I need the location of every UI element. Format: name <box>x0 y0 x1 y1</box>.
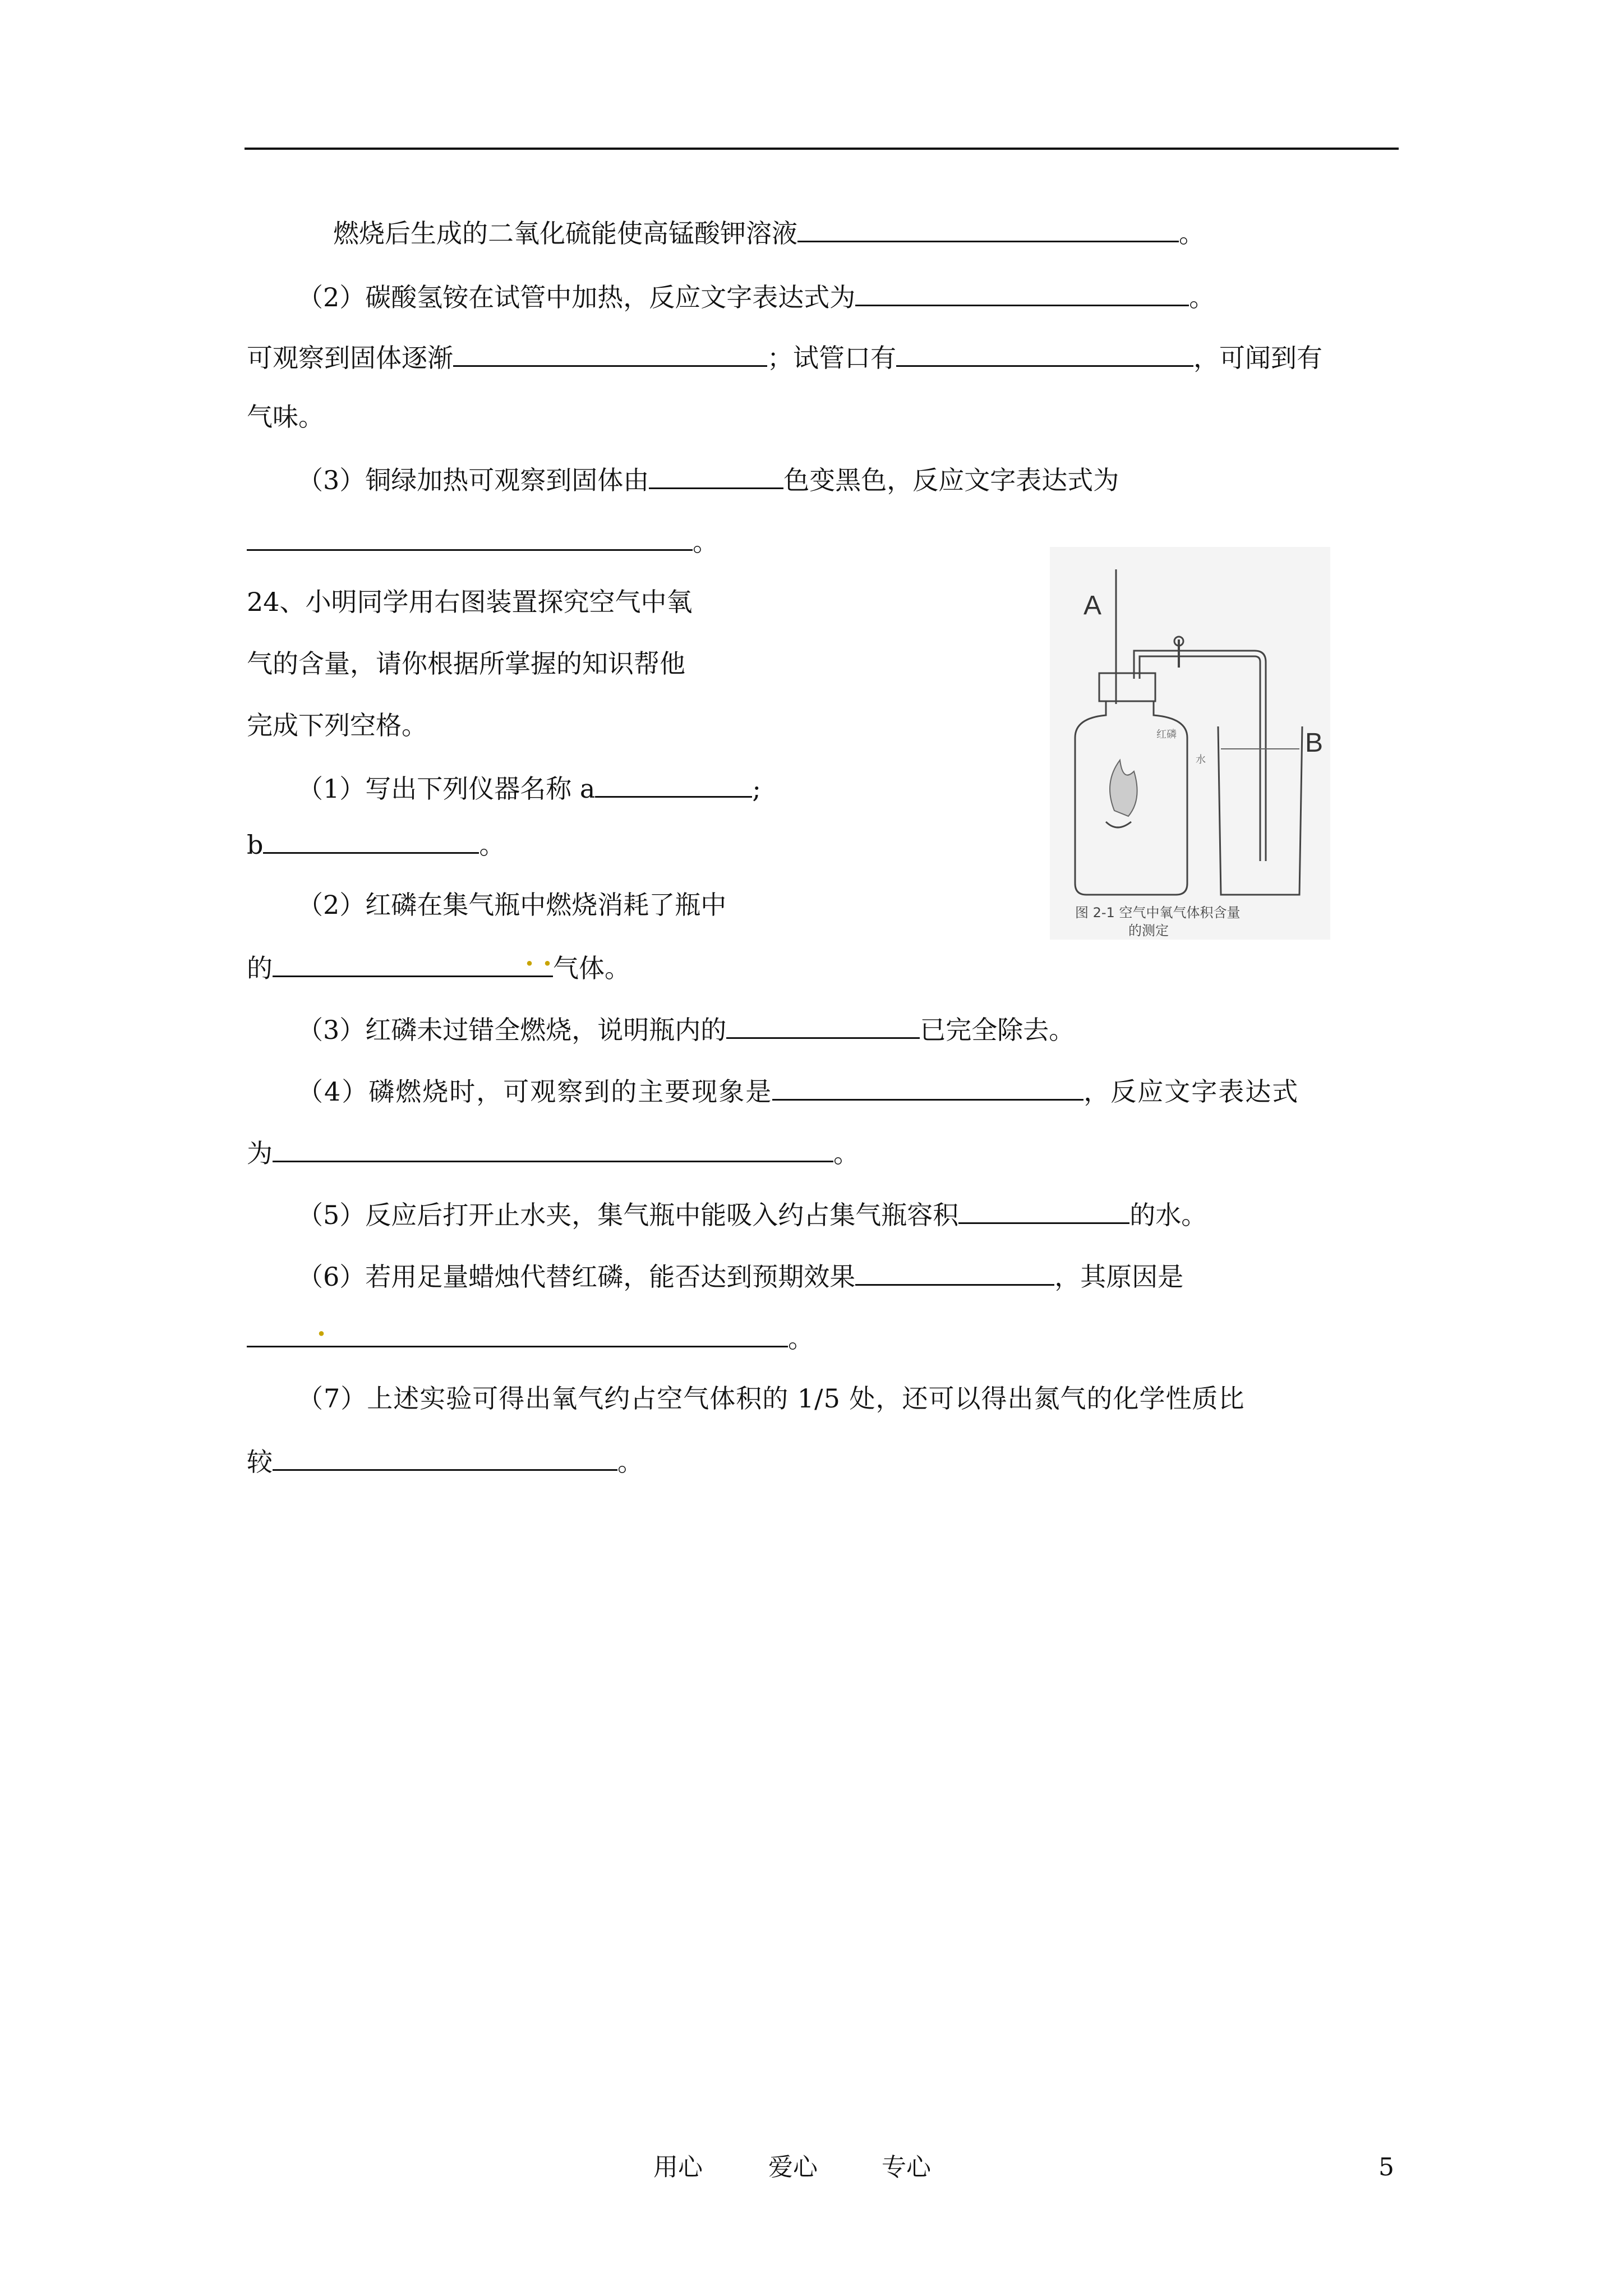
text-line: 较 。 <box>247 1443 643 1477</box>
answer-blank[interactable] <box>273 1443 617 1471</box>
text-line: （3）铜绿加热可观察到固体由 色变黑色，反应文字表达式为 <box>297 462 1119 495</box>
text-line: 可观察到固体逐渐 ；试管口有 ，可闻到有 <box>247 339 1322 373</box>
label-red-phosphorus: 红磷 <box>1156 729 1177 740</box>
answer-blank[interactable] <box>896 339 1193 367</box>
text-line: （7）上述实验可得出氧气约占空气体积的 1/5 处，还可以得出氮气的化学性质比 <box>297 1383 1245 1414</box>
answer-blank[interactable] <box>595 770 752 798</box>
answer-blank[interactable] <box>797 215 1179 242</box>
text-line: （3）红磷未过错全燃烧，说明瓶内的 已完全除去。 <box>297 1011 1075 1045</box>
footer-motto-3: 专心 <box>882 2153 931 2182</box>
combustion-spoon <box>1106 822 1131 827</box>
answer-blank[interactable] <box>958 1197 1129 1224</box>
answer-blank[interactable] <box>855 279 1189 306</box>
text-line: （5）反应后打开止水夹，集气瓶中能吸入约占集气瓶容积 的水。 <box>297 1197 1207 1230</box>
text-line: . 。 <box>247 1320 814 1354</box>
page-number: 5 <box>1378 2153 1394 2182</box>
text-line: 气味。 <box>247 402 324 432</box>
flame-sketch <box>1110 760 1137 816</box>
footer-motto-1: 用心 <box>653 2153 703 2182</box>
answer-blank[interactable]: . . <box>273 950 553 977</box>
figure-caption-1: 图 2-1 空气中氧气体积含量 <box>1075 905 1241 921</box>
answer-blank[interactable] <box>273 1135 833 1162</box>
text-line: （2）碳酸氢铵在试管中加热，反应文字表达式为 。 <box>297 279 1215 312</box>
answer-blank[interactable] <box>855 1258 1054 1286</box>
label-b: B <box>1305 728 1324 758</box>
answer-blank[interactable]: . <box>247 1320 788 1347</box>
answer-blank[interactable] <box>726 1011 920 1039</box>
stopper <box>1099 673 1155 701</box>
answer-blank[interactable] <box>263 826 479 854</box>
text-line: （2）红磷在集气瓶中燃烧消耗了瓶中 <box>297 890 727 920</box>
apparatus-diagram <box>1050 547 1330 940</box>
question-text: 燃烧后生成的二氧化硫能使高锰酸钾溶液 <box>333 218 797 249</box>
text-line: 燃烧后生成的二氧化硫能使高锰酸钾溶液 。 <box>333 215 1205 249</box>
question-24-line: 完成下列空格。 <box>247 710 427 740</box>
footer-motto-2: 爱心 <box>768 2153 818 2182</box>
answer-blank[interactable] <box>453 339 767 367</box>
answer-blank[interactable] <box>247 523 693 551</box>
figure-caption-2: 的测定 <box>1128 923 1169 938</box>
text-line: b 。 <box>247 826 505 860</box>
answer-blank[interactable] <box>772 1073 1083 1101</box>
answer-blank[interactable] <box>649 462 783 489</box>
text-line: （6）若用足量蜡烛代替红磷，能否达到预期效果 ，其原因是 <box>297 1258 1183 1292</box>
label-water: 水 <box>1196 754 1206 766</box>
question-text: （2）碳酸氢铵在试管中加热，反应文字表达式为 <box>297 282 856 312</box>
text-line: 。 <box>247 523 718 557</box>
text-line: 的 . . 气体。 <box>247 941 630 983</box>
header-rule <box>245 148 1399 150</box>
question-24-line: 气的含量，请你根据所掌握的知识帮他 <box>247 648 685 679</box>
text-line: （1）写出下列仪器名称 a ; <box>297 770 761 804</box>
label-a: A <box>1083 591 1102 620</box>
apparatus-figure <box>1050 547 1330 940</box>
question-24-line: 24、小明同学用右图装置探究空气中氧 <box>247 587 693 617</box>
text-line: 为 。 <box>247 1135 859 1168</box>
text-line: （4）磷燃烧时，可观察到的主要现象是 ，反应文字表达式 <box>297 1073 1299 1107</box>
